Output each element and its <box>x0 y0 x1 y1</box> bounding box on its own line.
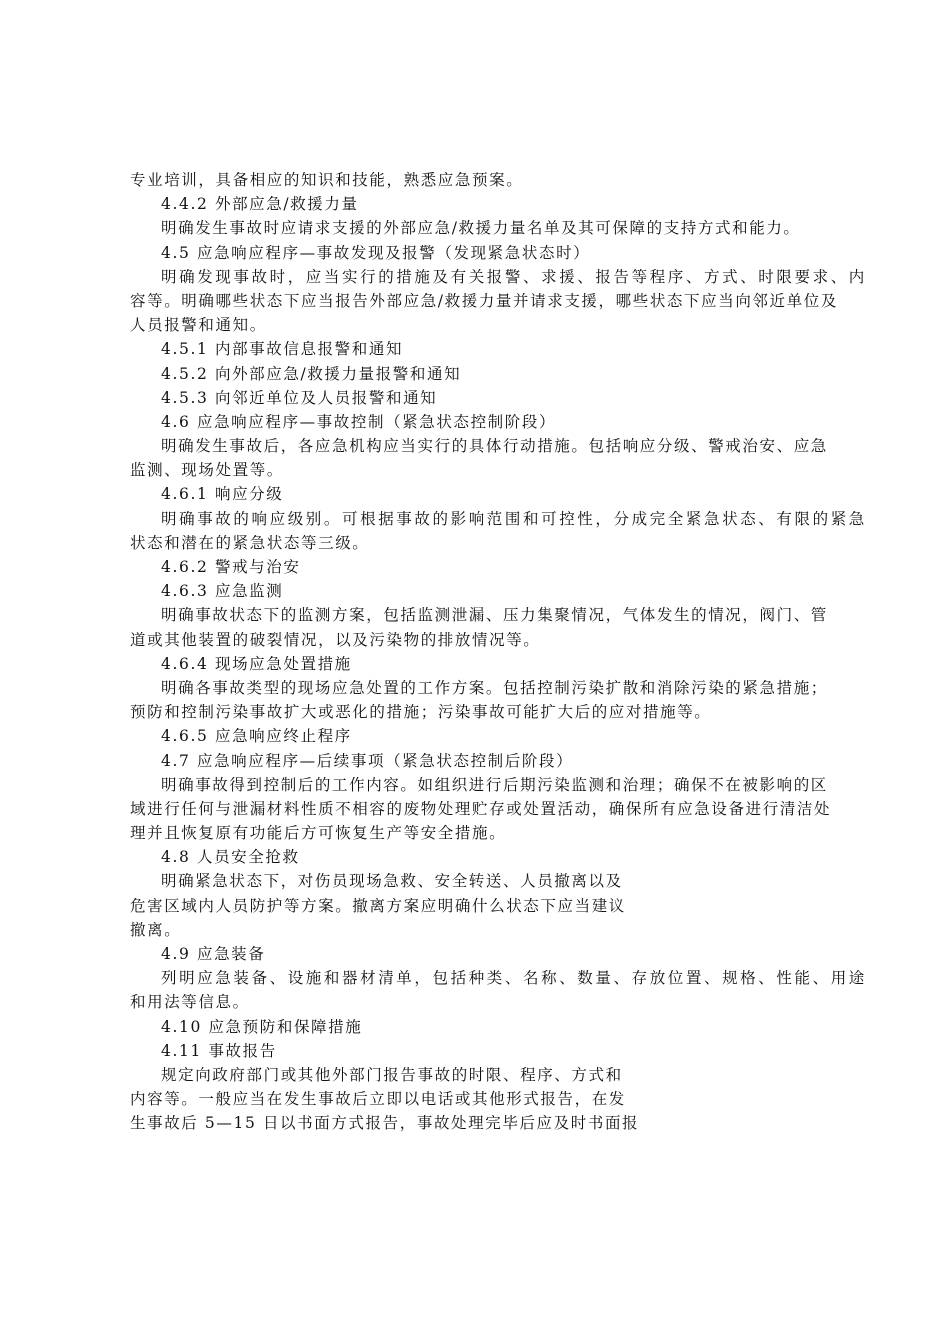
heading-4-6-3: 4.6.3 应急监测 <box>161 582 284 601</box>
heading-4-10: 4.10 应急预防和保障措施 <box>161 1017 363 1036</box>
line-15: 明确事故的响应级别。可根据事故的影响范围和可控性，分成完全紧急状态、有限的紧急 <box>161 509 867 528</box>
heading-4-5-1: 4.5.1 内部事故信息报警和通知 <box>161 340 404 359</box>
line-6: 容等。明确哪些状态下应当报告外部应急/救援力量并请求支援，哪些状态下应当向邻近单位及 <box>130 291 838 310</box>
line-32: 撤离。 <box>130 920 182 939</box>
line-35: 和用法等信息。 <box>130 993 250 1012</box>
line-13: 监测、现场处置等。 <box>130 461 284 480</box>
line-31: 危害区域内人员防护等方案。撤离方案应明确什么状态下应当建议 <box>130 896 626 915</box>
line-39: 内容等。一般应当在发生事故后立即以电话或其他形式报告，在发 <box>130 1090 626 1109</box>
heading-4-4-2: 4.4.2 外部应急/救援力量 <box>161 195 359 214</box>
heading-4-8: 4.8 人员安全抢救 <box>161 848 300 867</box>
heading-4-5: 4.5 应急响应程序—事故发现及报警（发现紧急状态时） <box>161 243 591 262</box>
document-page <box>130 168 867 1136</box>
line-34: 列明应急装备、设施和器材清单，包括种类、名称、数量、存放位置、规格、性能、用途 <box>161 969 867 988</box>
line-28: 理并且恢复原有功能后方可恢复生产等安全措施。 <box>130 824 507 843</box>
line-22: 明确各事故类型的现场应急处置的工作方案。包括控制污染扩散和消除污染的紧急措施； <box>161 678 828 697</box>
heading-4-6-2: 4.6.2 警戒与治安 <box>161 558 301 576</box>
heading-4-9: 4.9 应急装备 <box>161 945 266 963</box>
line-1: 专业培训，具备相应的知识和技能，熟悉应急预案。 <box>130 171 524 189</box>
line-30: 明确紧急状态下，对伤员现场急救、安全转送、人员撤离以及 <box>161 872 623 891</box>
heading-4-5-3: 4.5.3 向邻近单位及人员报警和通知 <box>161 388 438 407</box>
heading-4-7: 4.7 应急响应程序—后续事项（紧急状态控制后阶段） <box>161 751 574 770</box>
heading-4-11: 4.11 事故报告 <box>161 1041 277 1060</box>
line-20: 道或其他装置的破裂情况，以及污染物的排放情况等。 <box>130 630 541 649</box>
line-26: 明确事故得到控制后的工作内容。如组织进行后期污染监测和治理；确保不在被影响的区 <box>161 775 828 794</box>
line-38: 规定向政府部门或其他外部门报告事故的时限、程序、方式和 <box>161 1065 623 1084</box>
line-12: 明确发生事故后，各应急机构应当实行的具体行动措施。包括响应分级、警戒治安、应急 <box>161 437 828 456</box>
line-7: 人员报警和通知。 <box>130 316 267 335</box>
heading-4-5-2: 4.5.2 向外部应急/救援力量报警和通知 <box>161 364 462 383</box>
heading-4-6: 4.6 应急响应程序—事故控制（紧急状态控制阶段） <box>161 412 557 431</box>
heading-4-6-5: 4.6.5 应急响应终止程序 <box>161 727 352 746</box>
line-27: 域进行任何与泄漏材料性质不相容的废物处理贮存或处置活动，确保所有应急设备进行清洁处 <box>130 799 832 818</box>
line-5: 明确发现事故时，应当实行的措施及有关报警、求援、报告等程序、方式、时限要求、内 <box>161 267 867 286</box>
line-40: 生事故后 5—15 日以书面方式报告，事故处理完毕后应及时书面报 <box>130 1114 640 1133</box>
line-3: 明确发生事故时应请求支援的外部应急/救援力量名单及其可保障的支持方式和能力。 <box>161 219 801 238</box>
line-19: 明确事故状态下的监测方案，包括监测泄漏、压力集聚情况，气体发生的情况，阀门、管 <box>161 606 828 625</box>
heading-4-6-4: 4.6.4 现场应急处置措施 <box>161 654 352 673</box>
heading-4-6-1: 4.6.1 响应分级 <box>161 485 284 504</box>
line-23: 预防和控制污染事故扩大或恶化的措施；污染事故可能扩大后的应对措施等。 <box>130 703 712 722</box>
line-16: 状态和潜在的紧急状态等三级。 <box>130 533 370 552</box>
